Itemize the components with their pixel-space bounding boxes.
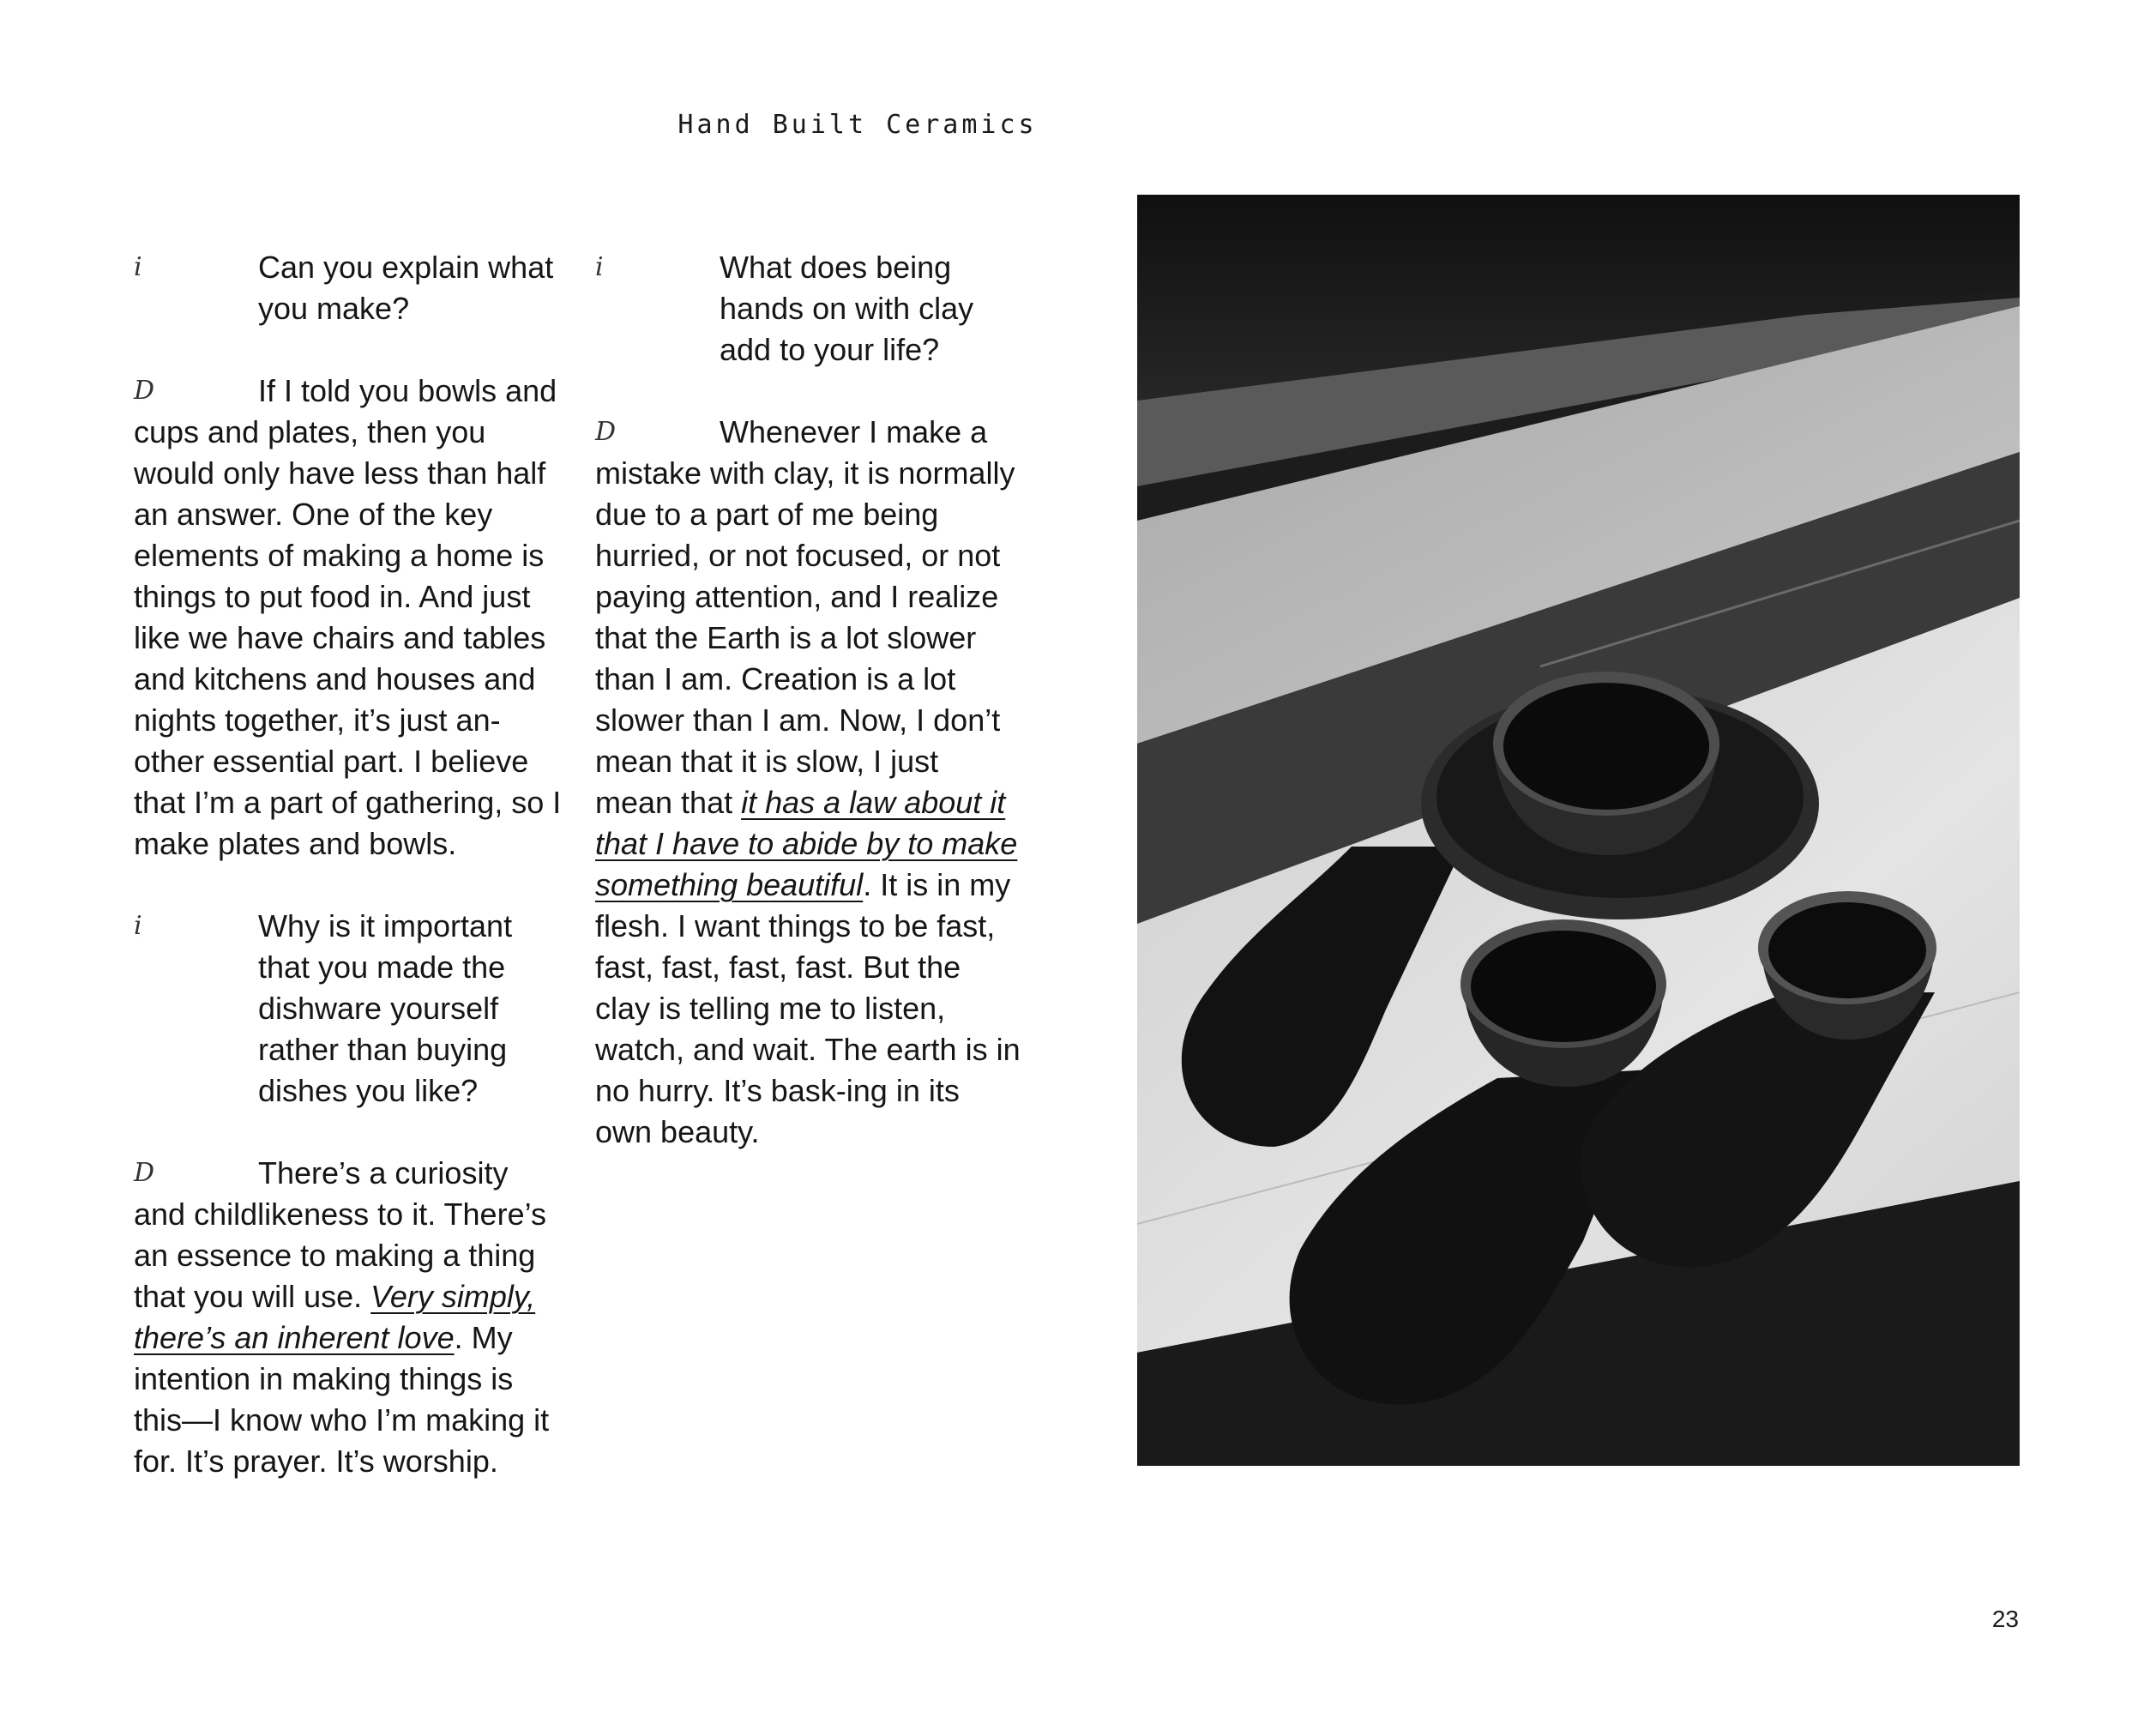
interviewer-marker: i xyxy=(595,252,604,282)
answer-block xyxy=(134,1153,563,1482)
answer-text xyxy=(595,412,1024,1153)
interviewee-marker: D xyxy=(134,376,155,406)
answer-block xyxy=(134,371,563,865)
answer-text-part: . It is in my flesh. I want things to be fast, fast, fast, fast, fast. But the clay is telling me to listen, watch, and wait. The earth is in no hurry. It’s bask-ing in its own beauty. xyxy=(595,867,1021,1149)
ceramic-bowls-photo xyxy=(1137,195,2020,1466)
question-block xyxy=(134,906,563,1112)
page-number: 23 xyxy=(1991,1606,2019,1632)
interviewee-marker: D xyxy=(134,1158,155,1188)
left-text-column xyxy=(134,247,563,1523)
question-block xyxy=(595,247,1024,371)
answer-text: If I told you bowls and cups and plates, then you would only have less than half an answer. One of the key elements of making a home is things to put food in. And just like we have chairs and tables and kitchens and houses and nights together, it’s just an-other essential part. I believe that I’m a part of gathering, so I make plates and bowls. xyxy=(134,373,562,861)
interviewee-marker: D xyxy=(595,417,617,447)
question-text: What does being hands on with clay add to your life? xyxy=(720,250,974,367)
running-head: Hand Built Ceramics xyxy=(678,110,1038,140)
answer-text-part: There’s a curiosity and childlikeness to it. There’s an essence to making a thing that you will use. xyxy=(134,1155,546,1314)
answer-text-part: . My intention in making things is this—I know who I’m making it for. It’s prayer. It’s worship. xyxy=(134,1320,550,1479)
interviewer-marker: i xyxy=(134,252,142,282)
answer-text-part: Whenever I make a mistake with clay, it is normally due to a part of me being hurried, or not focused, or not paying attention, and I realize that the Earth is a lot slower than I am. Creation is a lot slower than I am. Now, I don’t mean that it is slow, I just mean that xyxy=(595,414,1015,820)
question-block xyxy=(134,247,563,329)
interviewer-marker: i xyxy=(134,911,142,941)
question-text: Why is it important that you made the dishware yourself rather than buying dishes you like? xyxy=(258,908,513,1108)
emphasized-quote: Very simply, there’s an inherent love xyxy=(134,1279,536,1355)
answer-text xyxy=(134,1153,563,1482)
answer-block xyxy=(595,412,1024,1153)
question-text: Can you explain what you make? xyxy=(258,250,554,326)
emphasized-quote: it has a law about it that I have to abide by to make something beautiful xyxy=(595,785,1018,902)
middle-text-column xyxy=(595,247,1024,1194)
